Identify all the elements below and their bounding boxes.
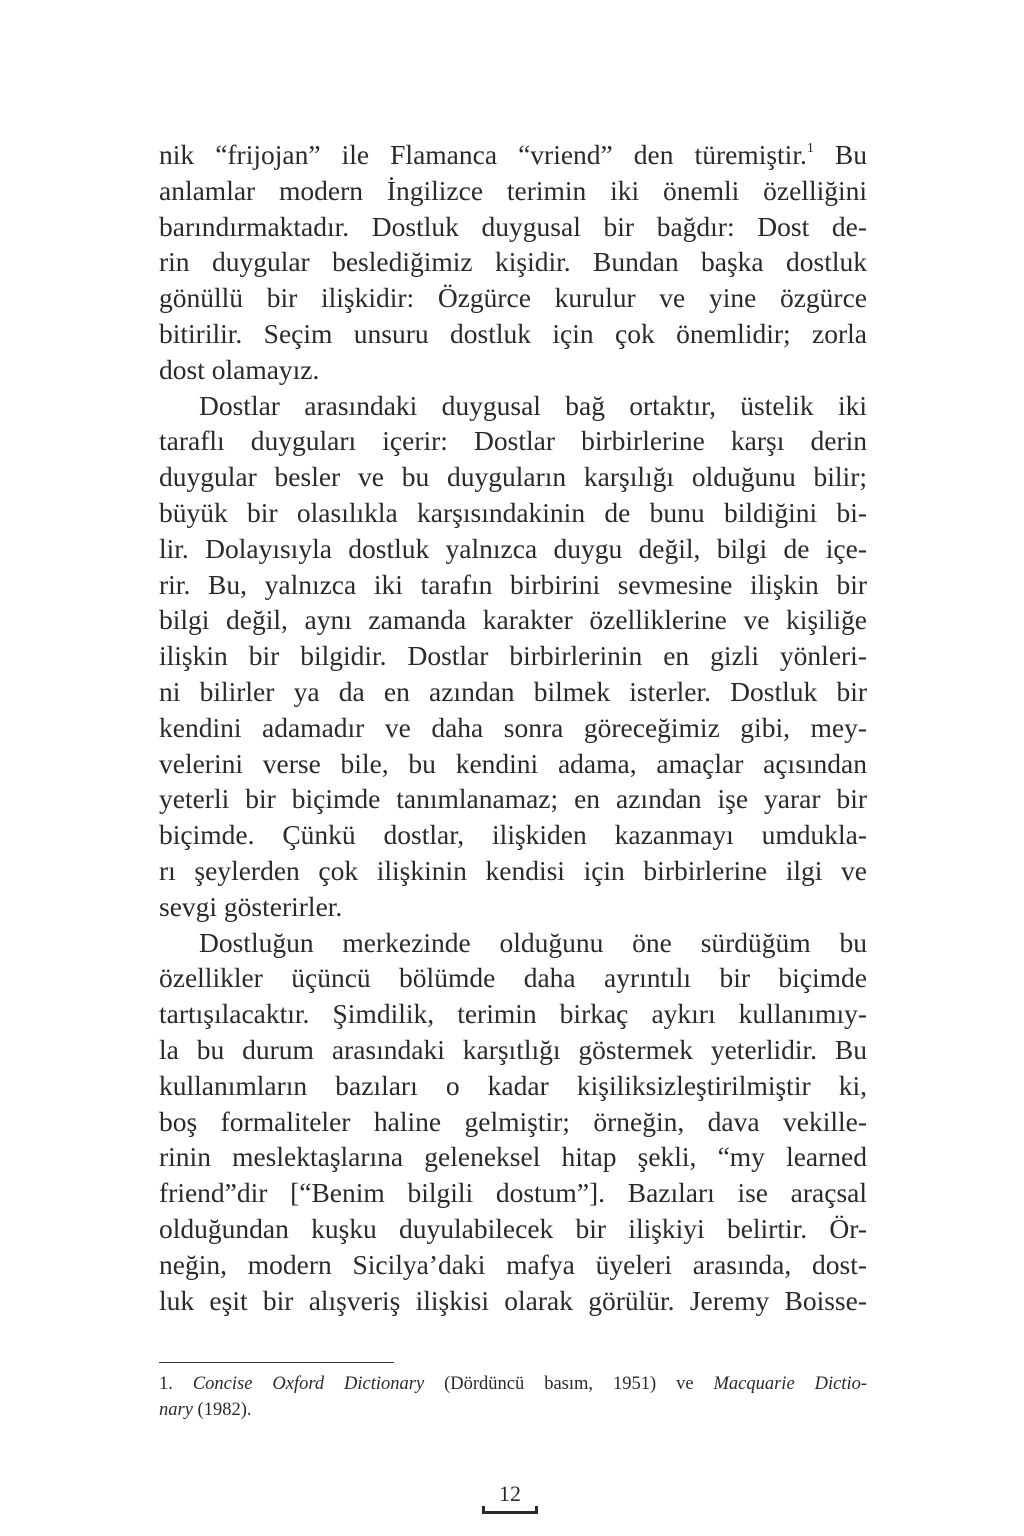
- body-text: [159, 137, 867, 1318]
- paragraph-2: [159, 388, 867, 925]
- page-number-bracket-right: [535, 1506, 538, 1514]
- text-line: tartışılacaktır. Şimdilik, terimin birkaç aykırı kullanımıy-: [159, 998, 867, 1030]
- text-line: duygular besler ve bu duyguların karşılığı olduğunu bilir;: [159, 461, 867, 493]
- text-line: sevgi gösterirler.: [159, 890, 343, 922]
- text-line: lir. Dolayısıyla dostluk yalnızca duygu değil, bilgi de içe-: [159, 532, 867, 564]
- text-line: kendini adamadır ve daha sonra göreceğimiz gibi, mey-: [159, 711, 867, 743]
- text-line: la bu durum arasındaki karşıtlığı göstermek yeterlidir. Bu: [159, 1033, 867, 1065]
- paragraph-1: [159, 137, 867, 388]
- text-line: biçimde. Çünkü dostlar, ilişkiden kazanmayı umdukla-: [159, 819, 867, 851]
- text-line: luk eşit bir alışveriş ilişkisi olarak görülür. Jeremy Boisse-: [159, 1284, 867, 1316]
- footnote-line: nary (1982).: [159, 1400, 252, 1420]
- page-number-bracket: [482, 1511, 538, 1514]
- text-line: nik “frijojan” ile Flamanca “vriend” den türemiştir.$^1$ Bu: [159, 139, 867, 170]
- text-line: gönüllü bir ilişkidir: Özgürce kurulur ve yine özgürce: [159, 282, 867, 314]
- text-line: rir. Bu, yalnızca iki tarafın birbirini sevmesine ilişkin bir: [159, 568, 867, 600]
- text-line: ilişkin bir bilgidir. Dostlar birbirlerinin en gizli yönleri-: [159, 640, 867, 672]
- text-line: boş formaliteler haline gelmiştir; örneğin, dava vekille-: [159, 1105, 867, 1137]
- page-number-bracket-left: [482, 1506, 485, 1514]
- text-line: barındırmaktadır. Dostluk duygusal bir bağdır: Dost de-: [159, 210, 867, 242]
- footnote-number: 1.: [159, 1374, 173, 1394]
- text-line: olduğundan kuşku duyulabilecek bir ilişkiyi belirtir. Ör-: [159, 1212, 867, 1244]
- text-line: bilgi değil, aynı zamanda karakter özelliklerine ve kişiliğe: [159, 604, 867, 636]
- text-line: rin duygular beslediğimiz kişidir. Bundan başka dostluk: [159, 246, 867, 278]
- text-line: yeterli bir biçimde tanımlanamaz; en azından işe yarar bir: [159, 783, 867, 815]
- footnote-divider: [159, 1362, 394, 1363]
- text-line: bitirilir. Seçim unsuru dostluk için çok önemlidir; zorla: [159, 317, 867, 349]
- text-line: taraflı duyguları içerir: Dostlar birbirlerine karşı derin: [159, 425, 867, 457]
- text-line: dost olamayız.: [159, 353, 320, 385]
- text-line: kullanımların bazıları o kadar kişiliksizleştirilmiştir ki,: [159, 1069, 867, 1101]
- text-line: rı şeylerden çok ilişkinin kendisi için birbirlerine ilgi ve: [159, 854, 867, 886]
- text-line: friend”dir [“Benim bilgili dostum”]. Bazıları ise araçsal: [159, 1177, 867, 1209]
- footnote-ref[interactable]: 1: [806, 141, 814, 156]
- footnote-title: Macquarie Dictio-: [713, 1374, 867, 1394]
- paragraph-3: [159, 925, 867, 1319]
- text-line: anlamlar modern İngilizce terimin iki önemli özelliğini: [159, 174, 867, 206]
- footnote-line: 1. Concise Oxford Dictionary (Dördüncü basım, 1951) ve Macquarie Dictio-: [159, 1374, 867, 1394]
- text-line: Dostluğun merkezinde olduğunu öne sürdüğüm bu: [199, 926, 867, 958]
- text-line: neğin, modern Sicilya’daki mafya üyeleri arasında, dost-: [159, 1248, 867, 1280]
- text-line: velerini verse bile, bu kendini adama, amaçlar açısından: [159, 747, 867, 779]
- text-line: rinin meslektaşlarına geleneksel hitap şekli, “my learned: [159, 1141, 867, 1173]
- footnote: [159, 1371, 867, 1423]
- text-line: ni bilirler ya da en azından bilmek isterler. Dostluk bir: [159, 675, 867, 707]
- text-line: Dostlar arasındaki duygusal bağ ortaktır, üstelik iki: [199, 389, 867, 421]
- page-number: 12: [499, 1481, 521, 1506]
- footnote-title: Concise Oxford Dictionary: [192, 1374, 425, 1394]
- text-line: büyük bir olasılıkla karşısındakinin de bunu bildiğini bi-: [159, 496, 867, 528]
- footnote-title: nary: [159, 1400, 193, 1420]
- page-number-block: [470, 1479, 550, 1519]
- text-line: özellikler üçüncü bölümde daha ayrıntılı bir biçimde: [159, 962, 867, 994]
